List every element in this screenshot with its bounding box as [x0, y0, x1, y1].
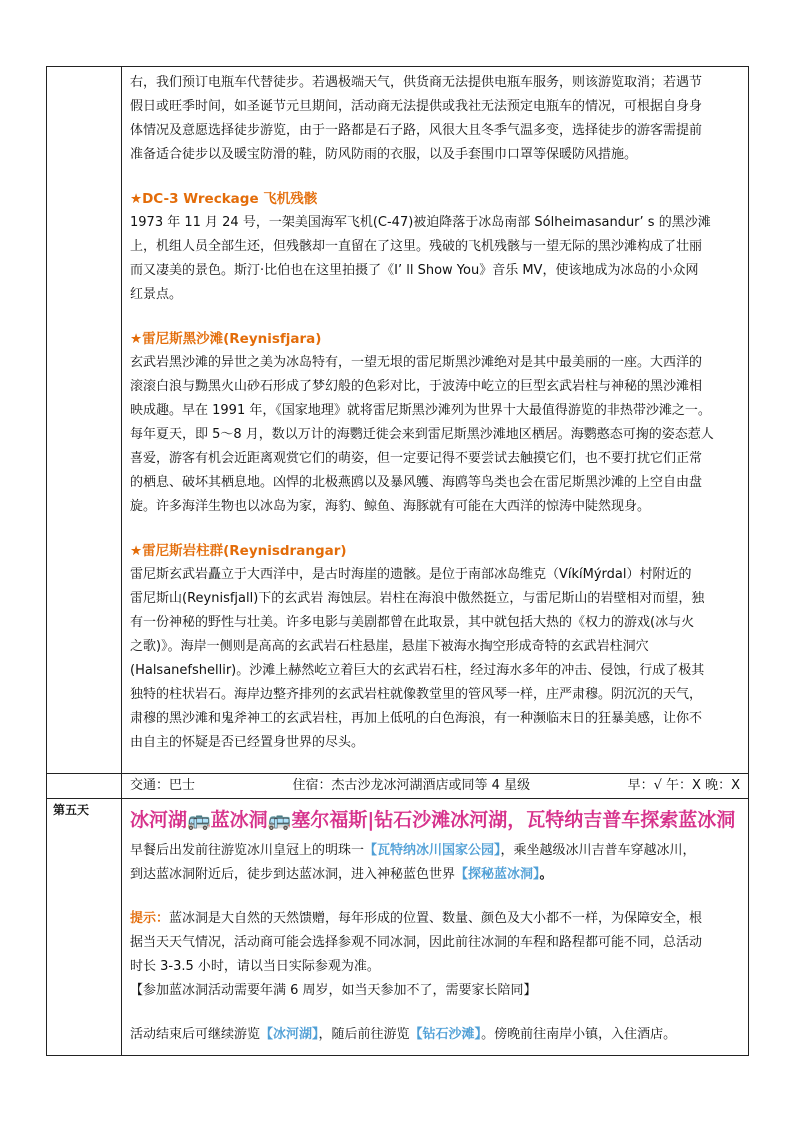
transport-cell: [122, 774, 748, 798]
highlight-diamond-beach: 【钻石沙滩】: [409, 1027, 482, 1042]
text-run: ，乘坐越级冰川吉普车穿越冰川，: [500, 843, 696, 858]
section-line: 的栖息、破坏其栖息地。凶悍的北极燕鸥以及暴风鹱、海鸥等鸟类也会在雷尼斯黑沙滩的上空自由盘: [130, 475, 703, 490]
day5-content-cell: [122, 799, 748, 1055]
day5-paragraph-3: [130, 1023, 740, 1047]
section-line: 映成趣。早在 1991 年，《国家地理》就将雷尼斯黑沙滩列为世界十大最值得游览的非热带沙滩之一。: [130, 403, 711, 418]
day5-label-cell: [47, 799, 122, 1055]
intro-line: 体情况及意愿选择徒步游览，由于一路都是石子路，风很大且冬季气温多变，选择徒步的游客需提前: [130, 123, 703, 138]
section-line: 玄武岩黑沙滩的异世之美为冰岛特有，一望无垠的雷尼斯黑沙滩绝对是其中最美丽的一座。大西洋的: [130, 355, 703, 370]
intro-line: 右，我们预订电瓶车代替徒步。若遇极端天气，供货商无法提供电瓶车服务，则该游览取消；若遇节: [130, 75, 703, 90]
day5-paragraph-1b: [130, 863, 740, 887]
section-line: 1973 年 11 月 24 号，一架美国海军飞机(C-47)被迫降落于冰岛南部 Sólheimasandur’ s 的黑沙滩: [130, 215, 711, 230]
tip-line: 据当天天气情况，活动商可能会选择参观不同冰洞，因此前往冰洞的车程和路程都可能不同，总活动: [130, 935, 703, 950]
day4-transport-row: [47, 773, 748, 798]
transport-label-cell: [47, 774, 122, 798]
section-line: 喜爱，游客有机会近距离观赏它们的萌姿，但一定要记得不要尝试去触摸它们，也不要打扰它们正常: [130, 451, 703, 466]
section-line: 每年夏天，即 5～8 月，数以万计的海鹦迁徙会来到雷尼斯黑沙滩地区栖居。海鹦憨态可掬的姿态惹人: [130, 427, 714, 442]
section-line: 滚滚白浪与黝黑火山砂石形成了梦幻般的色彩对比，于波涛中屹立的巨型玄武岩柱与神秘的黑沙滩相: [130, 379, 703, 394]
section-line: 由自主的怀疑是否已经置身世界的尽头。: [130, 735, 365, 750]
day4-content-cell: [122, 67, 748, 773]
section-line: 而又凄美的景色。斯汀·比伯也在这里拍摄了《I’ ll Show You》音乐 MV，使该地成为冰岛的小众网: [130, 263, 699, 278]
section-line: 肃穆的黑沙滩和鬼斧神工的玄武岩柱，再加上低吼的白色海浪，有一种濒临末日的狂暴美感，让你不: [130, 711, 703, 726]
section-heading-reynisdrangar: ★雷尼斯岩柱群(Reynisdrangar): [130, 543, 347, 559]
highlight-glacier-park: 【瓦特纳冰川国家公园】: [364, 843, 501, 858]
tip-label: 提示：: [130, 911, 170, 926]
section-line: 独特的柱状岩石。海岸边整齐排列的玄武岩柱就像教堂里的管风琴一样，庄严肃穆。阴沉沉的天气，: [130, 687, 703, 702]
meals-text: 早：√ 午：X 晚：X: [627, 778, 740, 793]
day5-paragraph-1: [130, 839, 740, 863]
day4-row: [47, 66, 748, 773]
section-line: (Halsanefshellir)。沙滩上赫然屹立着巨大的玄武岩石柱，经过海水多年的冲击、侵蚀，行成了极其: [130, 663, 705, 678]
section-line: 有一份神秘的野性与壮美。许多电影与美剧都曾在此取景，其中就包括大热的《权力的游戏(冰与火: [130, 615, 695, 630]
day5-row: [47, 798, 748, 1055]
intro-line: 假日或旺季时间，如圣诞节元旦期间，活动商无法提供或我社无法预定电瓶车的情况，可根据自身身: [130, 99, 703, 114]
text-run: 活动结束后可继续游览: [130, 1027, 261, 1042]
highlight-glacier-lagoon: 【冰河湖】: [260, 1027, 319, 1042]
text-run: ，随后前往游览: [318, 1027, 410, 1042]
section-heading-reynisfjara: ★雷尼斯黑沙滩(Reynisfjara): [130, 331, 322, 347]
tip-paragraph: [130, 907, 740, 931]
itinerary-table: [46, 66, 749, 1056]
text-run: 。傍晚前往南岸小镇，入住酒店。: [481, 1027, 677, 1042]
section-line: 上，机组人员全部生还，但残骸却一直留在了这里。残破的飞机残骸与一望无际的黑沙滩构成了壮丽: [130, 239, 703, 254]
age-note: 【参加蓝冰洞活动需要年满 6 周岁，如当天参加不了，需要家长陪同】: [130, 983, 537, 998]
day-title: 冰河湖🚌蓝冰洞🚌塞尔福斯|钻石沙滩冰河湖，瓦特纳吉普车探索蓝冰洞: [130, 809, 736, 831]
text-run: 早餐后出发前往游览冰川皇冠上的明珠一: [130, 843, 365, 858]
highlight-ice-cave: 【探秘蓝冰洞】: [455, 867, 540, 882]
section-line: 雷尼斯玄武岩矗立于大西洋中，是古时海崖的遗骸。是位于南部冰岛维克（VíkíMýrdal）村附近的: [130, 567, 692, 582]
tip-line: 时长 3-3.5 小时，请以当日实际参观为准。: [130, 959, 380, 974]
section-heading-dc3: ★DC-3 Wreckage 飞机残骸: [130, 191, 318, 207]
section-line: 旋。许多海洋生物也以冰岛为家，海豹、鲸鱼、海豚就有可能在大西洋的惊涛中陡然现身。: [130, 499, 651, 514]
intro-line: 准备适合徒步以及暖宝防滑的鞋，防风防雨的衣服，以及手套围巾口罩等保暖防风措施。: [130, 147, 638, 162]
section-line: 之歌)》。海岸一侧则是高高的玄武岩石柱悬崖，悬崖下被海水掏空形成奇特的玄武岩柱洞穴: [130, 639, 649, 654]
day-label: 第五天: [53, 803, 90, 817]
text-run: 。: [539, 867, 553, 882]
transport-text: 交通：巴士: [130, 778, 196, 793]
transport-info: [122, 774, 748, 798]
day4-label-cell: [47, 67, 122, 773]
hotel-text: 住宿：杰古沙龙冰河湖酒店或同等 4 星级: [292, 778, 531, 793]
section-line: 雷尼斯山(Reynisfjall)下的玄武岩 海蚀层。岩柱在海浪中傲然挺立，与雷尼斯山的岩壁相对而望，独: [130, 591, 705, 606]
text-run: 蓝冰洞是大自然的天然馈赠，每年形成的位置、数量、颜色及大小都不一样，为保障安全，根: [169, 911, 703, 926]
section-line: 红景点。: [130, 287, 183, 302]
text-run: 到达蓝冰洞附近后，徒步到达蓝冰洞，进入神秘蓝色世界: [130, 867, 456, 882]
